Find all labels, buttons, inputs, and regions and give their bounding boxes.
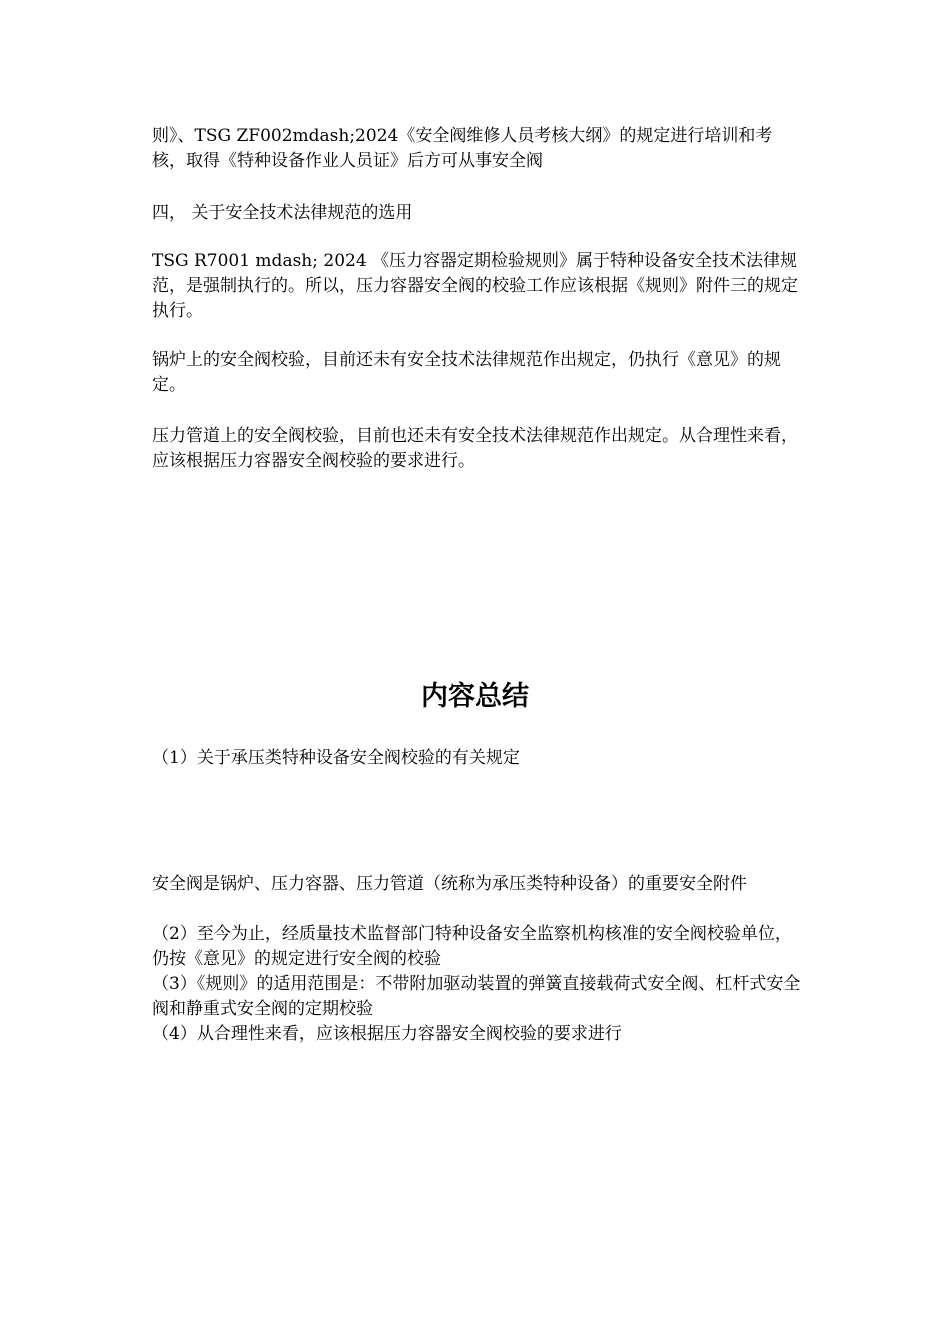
paragraph-boiler-valves: 锅炉上的安全阀校验，目前还未有安全技术法律规范作出规定，仍执行《意见》的规定。 bbox=[152, 350, 781, 395]
summary-title: 内容总结 bbox=[421, 681, 529, 712]
paragraph-training-requirement: 则》、TSG ZF002mdash;2024《安全阀维修人员考核大纲》的规定进行培训和考核，取得《特种设备作业人员证》后方可从事安全阀 bbox=[152, 126, 773, 171]
summary-body-line: 安全阀是锅炉、压力容器、压力管道（统称为承压类特种设备）的重要安全附件 bbox=[152, 874, 747, 894]
summary-item-1: （1）关于承压类特种设备安全阀校验的有关规定 bbox=[152, 748, 520, 768]
summary-item-4: （4）从合理性来看，应该根据压力容器安全阀校验的要求进行 bbox=[152, 1024, 622, 1044]
summary-item-3: （3）《规则》的适用范围是：不带附加驱动装置的弹簧直接载荷式安全阀、杠杆式安全阀和静重式安全阀的定期校验 bbox=[152, 974, 801, 1019]
paragraph-tsg-r7001: TSG R7001 mdash; 2024 《压力容器定期检验规则》属于特种设备安全技术法律规范，是强制执行的。所以，压力容器安全阀的校验工作应该根据《规则》附件三的规定执行。 bbox=[152, 251, 798, 321]
section-heading-four: 四， 关于安全技术法律规范的选用 bbox=[152, 203, 413, 223]
paragraph-pipeline-valves: 压力管道上的安全阀校验，目前也还未有安全技术法律规范作出规定。从合理性来看，应该根据压力容器安全阀校验的要求进行。 bbox=[152, 426, 798, 471]
summary-item-2: （2）至今为止，经质量技术监督部门特种设备安全监察机构核准的安全阀校验单位，仍按《意见》的规定进行安全阀的校验 bbox=[152, 924, 792, 969]
